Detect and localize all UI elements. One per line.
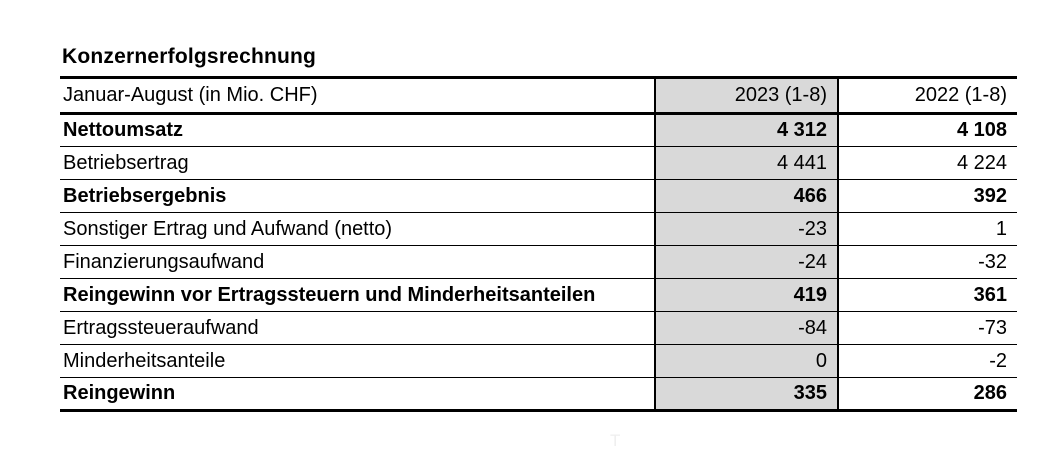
value-2023: -23 xyxy=(655,213,838,246)
page-title: Konzernerfolgsrechnung xyxy=(62,45,317,68)
value-2023: 4 312 xyxy=(655,114,838,147)
row-label: Reingewinn xyxy=(63,382,176,404)
table-row xyxy=(60,114,1017,147)
value-2022: 4 224 xyxy=(956,151,1007,174)
value-2023: 4 441 xyxy=(655,147,838,180)
row-label: Sonstiger Ertrag und Aufwand (netto) xyxy=(63,217,393,240)
table-row xyxy=(60,279,1017,312)
row-label: Nettoumsatz xyxy=(63,119,184,141)
value-2022: 361 xyxy=(973,283,1007,306)
table-row xyxy=(60,345,1017,378)
header-col-2022: 2022 (1-8) xyxy=(914,84,1007,106)
value-2022: -32 xyxy=(978,250,1007,273)
row-label: Minderheitsanteile xyxy=(63,349,226,372)
table-row xyxy=(60,378,1017,411)
income-statement-report xyxy=(60,44,1017,412)
value-2023: 466 xyxy=(655,180,838,213)
table-header-row xyxy=(60,78,1017,114)
row-label: Finanzierungsaufwand xyxy=(63,250,265,273)
table-row xyxy=(60,213,1017,246)
value-2023: -84 xyxy=(655,312,838,345)
value-2022: 1 xyxy=(995,217,1007,240)
table-row xyxy=(60,180,1017,213)
row-label: Betriebsergebnis xyxy=(63,184,227,207)
faint-edge-artifact: T xyxy=(610,431,621,450)
header-col-2023: 2023 (1-8) xyxy=(655,78,838,114)
table-row xyxy=(60,147,1017,180)
value-2023: 0 xyxy=(655,345,838,378)
value-2022: -2 xyxy=(989,349,1007,372)
table-row xyxy=(60,246,1017,279)
row-label: Reingewinn vor Ertragssteuern und Minderheitsanteilen xyxy=(63,283,596,306)
value-2023: 335 xyxy=(655,378,838,411)
value-2023: -24 xyxy=(655,246,838,279)
row-label: Ertragssteueraufwand xyxy=(63,316,259,339)
header-period-label: Januar-August (in Mio. CHF) xyxy=(63,84,318,106)
value-2022: 286 xyxy=(973,382,1007,404)
row-label: Betriebsertrag xyxy=(63,151,189,174)
table-row xyxy=(60,312,1017,345)
value-2022: 392 xyxy=(973,184,1007,207)
value-2022: 4 108 xyxy=(956,119,1007,141)
value-2022: -73 xyxy=(978,316,1007,339)
income-statement-table xyxy=(60,76,1017,412)
value-2023: 419 xyxy=(655,279,838,312)
